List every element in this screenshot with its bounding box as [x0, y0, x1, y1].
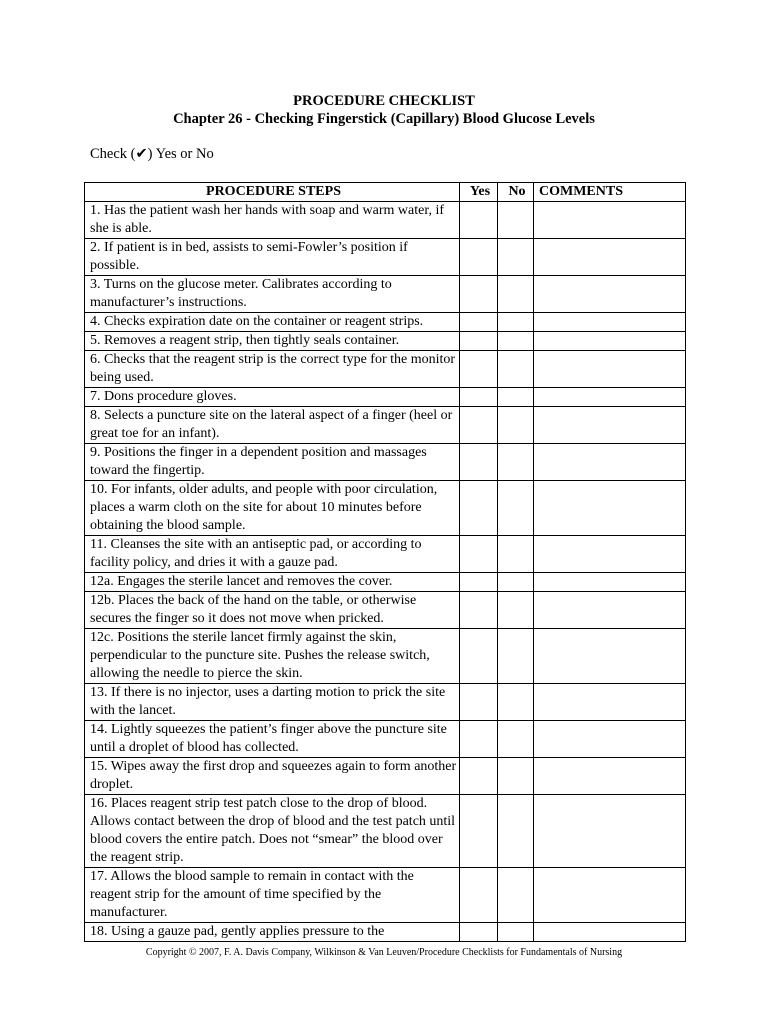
comments-cell[interactable] [534, 313, 686, 332]
procedure-steps-header: PROCEDURE STEPS [85, 183, 460, 202]
no-check-cell[interactable] [498, 684, 534, 721]
comments-cell[interactable] [534, 202, 686, 239]
comments-cell[interactable] [534, 536, 686, 573]
table-row [85, 629, 686, 684]
no-check-cell[interactable] [498, 388, 534, 407]
comments-cell[interactable] [534, 684, 686, 721]
table-row [85, 239, 686, 276]
procedure-step-text: 12a. Engages the sterile lancet and removes the cover. [85, 573, 460, 592]
table-row [85, 313, 686, 332]
table-row [85, 923, 686, 942]
comments-cell[interactable] [534, 923, 686, 942]
table-row [85, 202, 686, 239]
table-row [85, 795, 686, 868]
no-header: No [498, 183, 534, 202]
comments-cell[interactable] [534, 332, 686, 351]
no-check-cell[interactable] [498, 313, 534, 332]
comments-cell[interactable] [534, 239, 686, 276]
procedure-step-text: 6. Checks that the reagent strip is the correct type for the monitor being used. [85, 351, 460, 388]
procedure-step-text: 10. For infants, older adults, and people with poor circulation, places a warm cloth on the site for about 10 minutes before obtaining the blood sample. [85, 481, 460, 536]
table-row [85, 332, 686, 351]
yes-check-cell[interactable] [460, 758, 498, 795]
comments-cell[interactable] [534, 388, 686, 407]
yes-check-cell[interactable] [460, 536, 498, 573]
procedure-step-text: 2. If patient is in bed, assists to semi-Fowler’s position if possible. [85, 239, 460, 276]
yes-check-cell[interactable] [460, 721, 498, 758]
no-check-cell[interactable] [498, 239, 534, 276]
comments-cell[interactable] [534, 351, 686, 388]
table-header-row [85, 183, 686, 202]
no-check-cell[interactable] [498, 868, 534, 923]
procedure-step-text: 12c. Positions the sterile lancet firmly against the skin, perpendicular to the puncture site. Pushes the release switch, allowing the needle to pierce the skin. [85, 629, 460, 684]
no-check-cell[interactable] [498, 592, 534, 629]
table-row [85, 481, 686, 536]
comments-cell[interactable] [534, 758, 686, 795]
procedure-step-text: 5. Removes a reagent strip, then tightly seals container. [85, 332, 460, 351]
yes-check-cell[interactable] [460, 276, 498, 313]
table-row [85, 592, 686, 629]
comments-cell[interactable] [534, 276, 686, 313]
yes-check-cell[interactable] [460, 684, 498, 721]
procedure-step-text: 15. Wipes away the first drop and squeezes again to form another droplet. [85, 758, 460, 795]
check-instruction-suffix: ) Yes or No [147, 146, 214, 162]
checkmark-icon: ✔ [135, 146, 148, 162]
yes-header: Yes [460, 183, 498, 202]
no-check-cell[interactable] [498, 923, 534, 942]
chapter-subtitle: Chapter 26 - Checking Fingerstick (Capillary) Blood Glucose Levels [173, 111, 595, 127]
table-row [85, 388, 686, 407]
comments-cell[interactable] [534, 444, 686, 481]
yes-check-cell[interactable] [460, 868, 498, 923]
comments-header: COMMENTS [534, 183, 686, 202]
comments-cell[interactable] [534, 592, 686, 629]
no-check-cell[interactable] [498, 536, 534, 573]
page-title: PROCEDURE CHECKLIST [293, 93, 475, 109]
comments-cell[interactable] [534, 481, 686, 536]
no-check-cell[interactable] [498, 444, 534, 481]
comments-cell[interactable] [534, 629, 686, 684]
yes-check-cell[interactable] [460, 313, 498, 332]
yes-check-cell[interactable] [460, 923, 498, 942]
check-instruction [90, 146, 214, 163]
yes-check-cell[interactable] [460, 444, 498, 481]
no-check-cell[interactable] [498, 629, 534, 684]
yes-check-cell[interactable] [460, 592, 498, 629]
yes-check-cell[interactable] [460, 629, 498, 684]
table-row [85, 407, 686, 444]
procedure-step-text: 11. Cleanses the site with an antiseptic pad, or according to facility policy, and dries it with a gauze pad. [85, 536, 460, 573]
no-check-cell[interactable] [498, 276, 534, 313]
yes-check-cell[interactable] [460, 407, 498, 444]
no-check-cell[interactable] [498, 758, 534, 795]
no-check-cell[interactable] [498, 573, 534, 592]
procedure-step-text: 16. Places reagent strip test patch close to the drop of blood. Allows contact between the drop of blood and the test patch until blood covers the entire patch. Does not “smear” the blood over the reagent strip. [85, 795, 460, 868]
procedure-step-text: 8. Selects a puncture site on the lateral aspect of a finger (heel or great toe for an infant). [85, 407, 460, 444]
comments-cell[interactable] [534, 573, 686, 592]
procedure-step-text: 18. Using a gauze pad, gently applies pressure to the [85, 923, 460, 942]
table-row [85, 536, 686, 573]
yes-check-cell[interactable] [460, 332, 498, 351]
table-row [85, 758, 686, 795]
procedure-step-text: 12b. Places the back of the hand on the table, or otherwise secures the finger so it does not move when pricked. [85, 592, 460, 629]
table-row [85, 276, 686, 313]
yes-check-cell[interactable] [460, 481, 498, 536]
no-check-cell[interactable] [498, 332, 534, 351]
procedure-step-text: 9. Positions the finger in a dependent position and massages toward the fingertip. [85, 444, 460, 481]
yes-check-cell[interactable] [460, 795, 498, 868]
table-row [85, 444, 686, 481]
table-row [85, 351, 686, 388]
table-row [85, 684, 686, 721]
procedure-step-text: 4. Checks expiration date on the container or reagent strips. [85, 313, 460, 332]
yes-check-cell[interactable] [460, 202, 498, 239]
table-row [85, 721, 686, 758]
comments-cell[interactable] [534, 721, 686, 758]
no-check-cell[interactable] [498, 481, 534, 536]
yes-check-cell[interactable] [460, 388, 498, 407]
procedure-step-text: 1. Has the patient wash her hands with soap and warm water, if she is able. [85, 202, 460, 239]
procedure-step-text: 7. Dons procedure gloves. [85, 388, 460, 407]
yes-check-cell[interactable] [460, 351, 498, 388]
table-row [85, 573, 686, 592]
procedure-step-text: 14. Lightly squeezes the patient’s finger above the puncture site until a droplet of blood has collected. [85, 721, 460, 758]
no-check-cell[interactable] [498, 407, 534, 444]
copyright-footer: Copyright © 2007, F. A. Davis Company, Wilkinson & Van Leuven/Procedure Checklists for Fundamentals of Nursing [145, 947, 623, 958]
procedure-step-text: 13. If there is no injector, uses a darting motion to prick the site with the lancet. [85, 684, 460, 721]
comments-cell[interactable] [534, 407, 686, 444]
yes-check-cell[interactable] [460, 573, 498, 592]
yes-check-cell[interactable] [460, 239, 498, 276]
procedure-step-text: 17. Allows the blood sample to remain in contact with the reagent strip for the amount of time specified by the manufacturer. [85, 868, 460, 923]
table-row [85, 868, 686, 923]
no-check-cell[interactable] [498, 351, 534, 388]
comments-cell[interactable] [534, 795, 686, 868]
comments-cell[interactable] [534, 868, 686, 923]
no-check-cell[interactable] [498, 202, 534, 239]
procedure-checklist-table [84, 182, 686, 942]
no-check-cell[interactable] [498, 721, 534, 758]
check-instruction-prefix: Check ( [90, 146, 136, 162]
procedure-step-text: 3. Turns on the glucose meter. Calibrates according to manufacturer’s instructions. [85, 276, 460, 313]
no-check-cell[interactable] [498, 795, 534, 868]
procedure-steps-body [85, 202, 686, 942]
